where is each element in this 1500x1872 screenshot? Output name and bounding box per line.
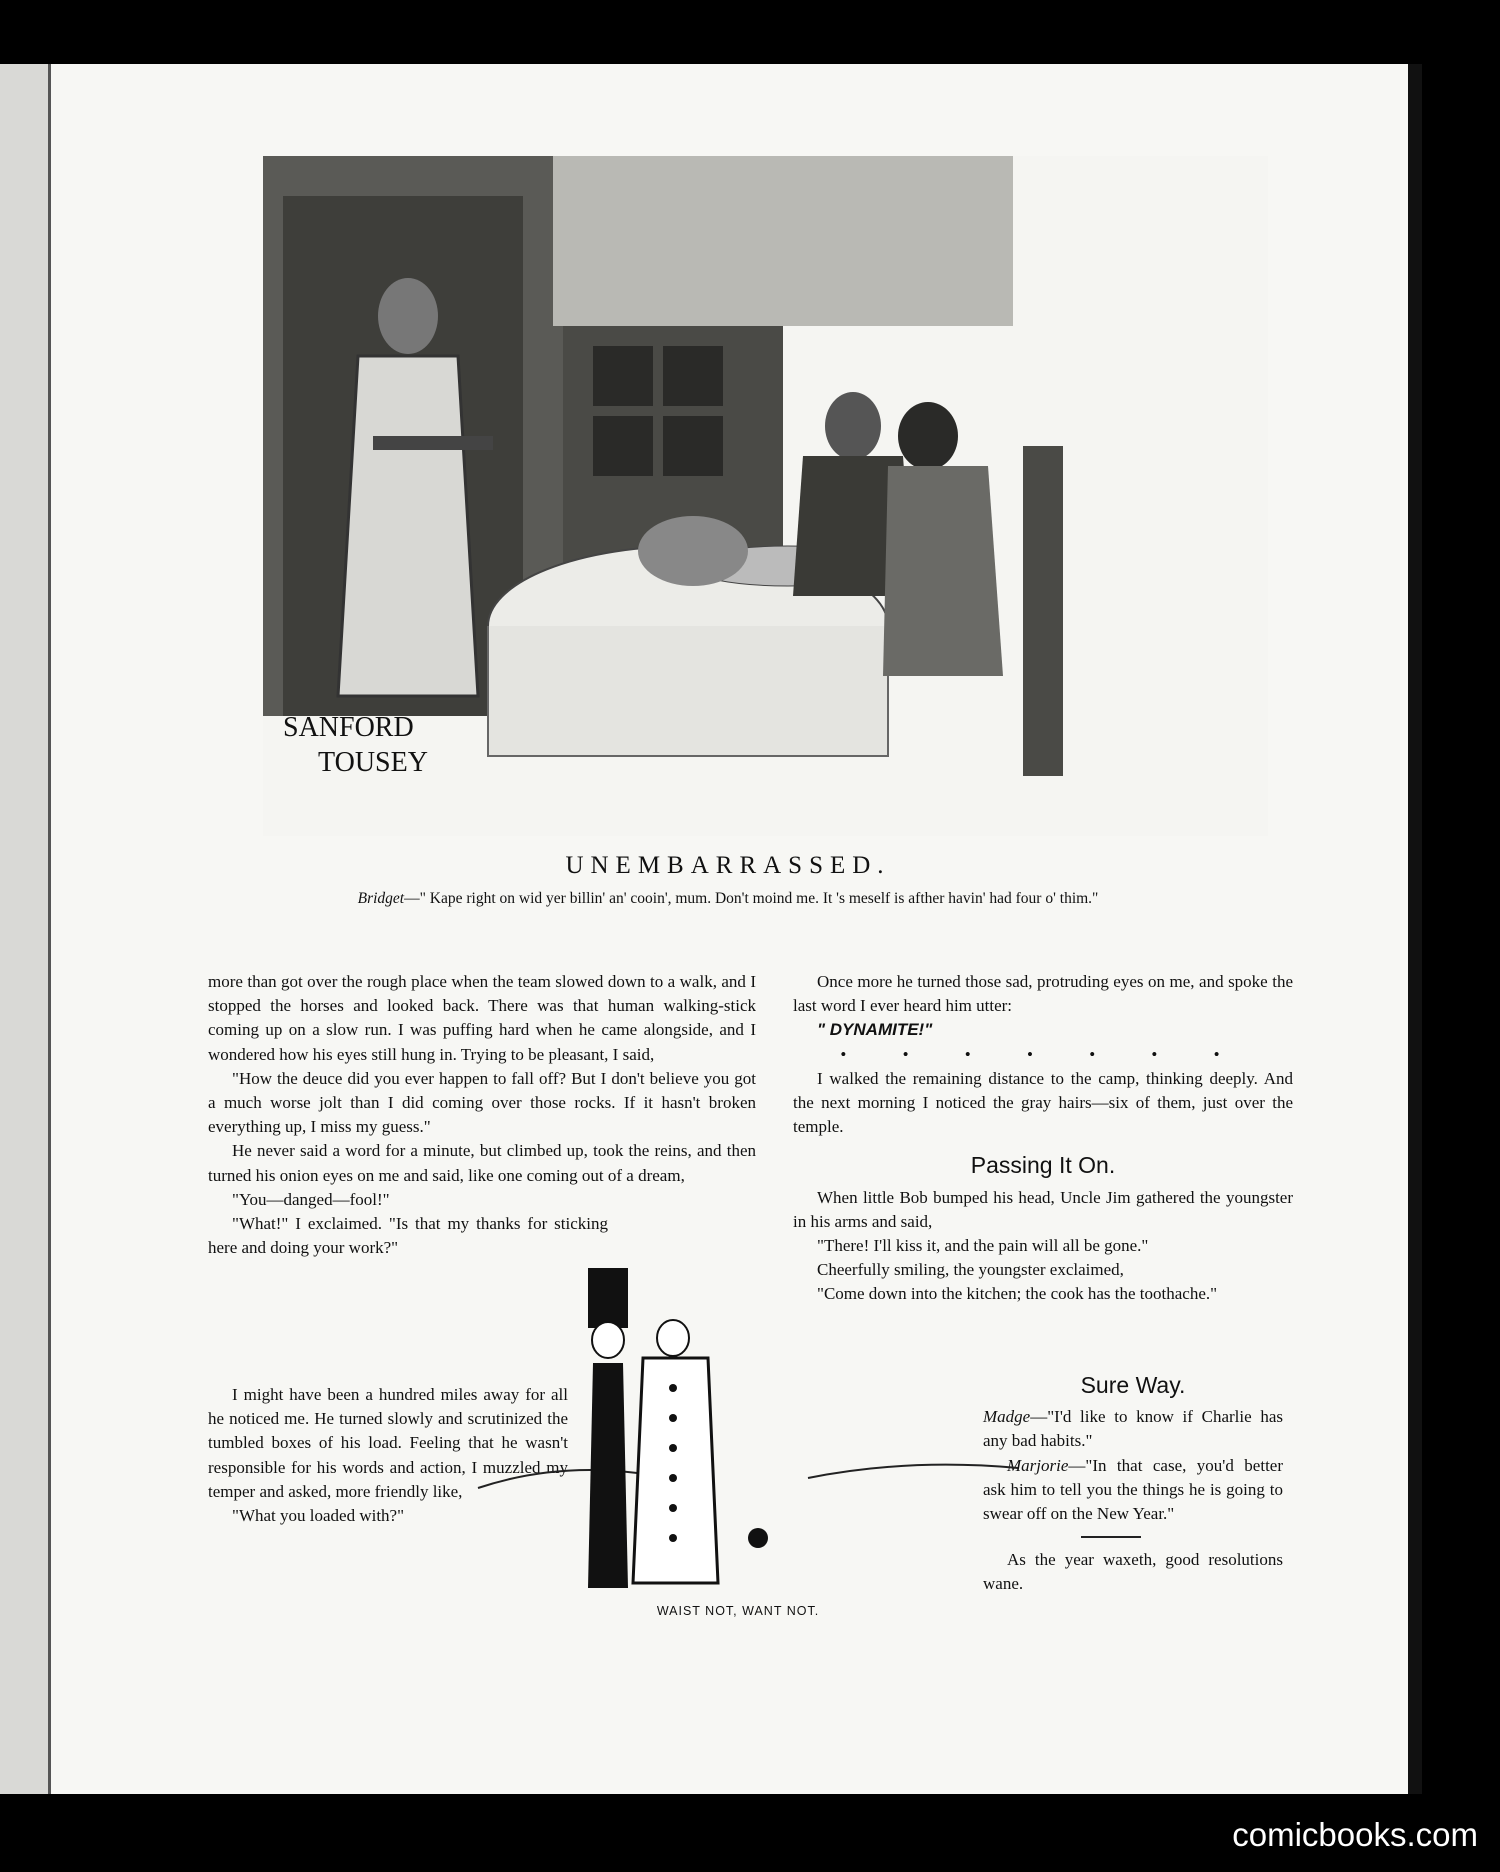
left-column — [208, 970, 756, 1260]
illustration-caption — [48, 890, 1408, 908]
watermark: comicbooks.com — [1232, 1816, 1478, 1853]
paragraph: more than got over the rough place when the team slowed down to a walk, and I stopped the horses and looked back. There was that human walking-stick coming up on a slow run. I was puffing hard when he came alongside, and I wondered how his eyes still hung in. Trying to be pleasant, I said, — [208, 972, 756, 1064]
gutter-line — [48, 64, 51, 1794]
page-title: UNEMBARRASSED. — [565, 852, 891, 879]
section-heading: Sure Way. — [1080, 1372, 1186, 1398]
paragraph: He never said a word for a minute, but climbed up, took the reins, and then turned his onion eyes on me and said, like one coming out of a dream, — [208, 1141, 756, 1185]
paragraph: Once more he turned those sad, protruding eyes on me, and spoke the last word I ever heard him utter: — [793, 972, 1293, 1016]
paragraph: "What!" I exclaimed. "Is that my thanks for sticking here and doing your work?" — [208, 1214, 608, 1258]
paragraph: As the year waxeth, good resolutions wane. — [983, 1550, 1283, 1594]
paragraph: "You—danged—fool!" — [232, 1189, 390, 1209]
paragraph: Cheerfully smiling, the youngster exclaimed, — [817, 1260, 1124, 1280]
facing-page-edge — [0, 64, 48, 1794]
dining-room-illustration — [263, 156, 1268, 836]
magazine-page — [48, 64, 1408, 1794]
svg-text:TOUSEY: TOUSEY — [318, 747, 428, 778]
right-column-wrap — [983, 1359, 1283, 1597]
paragraph: "How the deuce did you ever happen to fall off? But I don't believe you got a much worse jolt than I did coming over those rocks. If it hasn't broken everything up, I miss my guess." — [208, 1068, 756, 1137]
divider — [1081, 1536, 1141, 1538]
speaker: Madge — [983, 1407, 1031, 1427]
paragraph: "There! I'll kiss it, and the pain will all be gone." — [817, 1236, 1149, 1256]
section-dots: • • • • • • • — [840, 1044, 1246, 1064]
caption-speaker: Bridget — [357, 890, 405, 907]
svg-text:SANFORD: SANFORD — [283, 712, 414, 743]
paragraph: "What you loaded with?" — [232, 1506, 405, 1526]
section-heading: Passing It On. — [970, 1152, 1116, 1179]
paragraph — [983, 1405, 1283, 1453]
paragraph: "Come down into the kitchen; the cook has the toothache." — [817, 1284, 1218, 1304]
cartoon-caption: WAIST NOT, WANT NOT. — [656, 1604, 820, 1618]
paragraph: I walked the remaining distance to the camp, thinking deeply. And the next morning I noticed the gray hairs—six of them, just over the temple. — [793, 1068, 1293, 1137]
paragraph: When little Bob bumped his head, Uncle Jim gathered the youngster in his arms and said, — [793, 1187, 1293, 1231]
paragraph: I might have been a hundred miles away for all he noticed me. He turned slowly and scrutinized the tumbled boxes of his load. Feeling that he wasn't responsible for his words and action, I muzzled my temper and asked, more friendly like, — [208, 1385, 568, 1501]
waist-not-cartoon — [468, 1228, 1031, 1603]
speaker: Marjorie — [1007, 1455, 1069, 1475]
paragraph — [983, 1454, 1283, 1527]
page-border — [1408, 64, 1422, 1794]
paragraph-text: —"I'd like to know if Charlie has any bad habits." — [983, 1407, 1283, 1451]
paragraph-text: —"In that case, you'd better ask him to tell you the things he is going to swear off on the New Year." — [983, 1455, 1283, 1524]
dynamite-line: " DYNAMITE!" — [817, 1020, 933, 1040]
caption-text: —" Kape right on wid yer billin' an' cooin', mum. Don't moind me. It 's meself is afther havin' had four o' thim." — [404, 890, 1099, 907]
